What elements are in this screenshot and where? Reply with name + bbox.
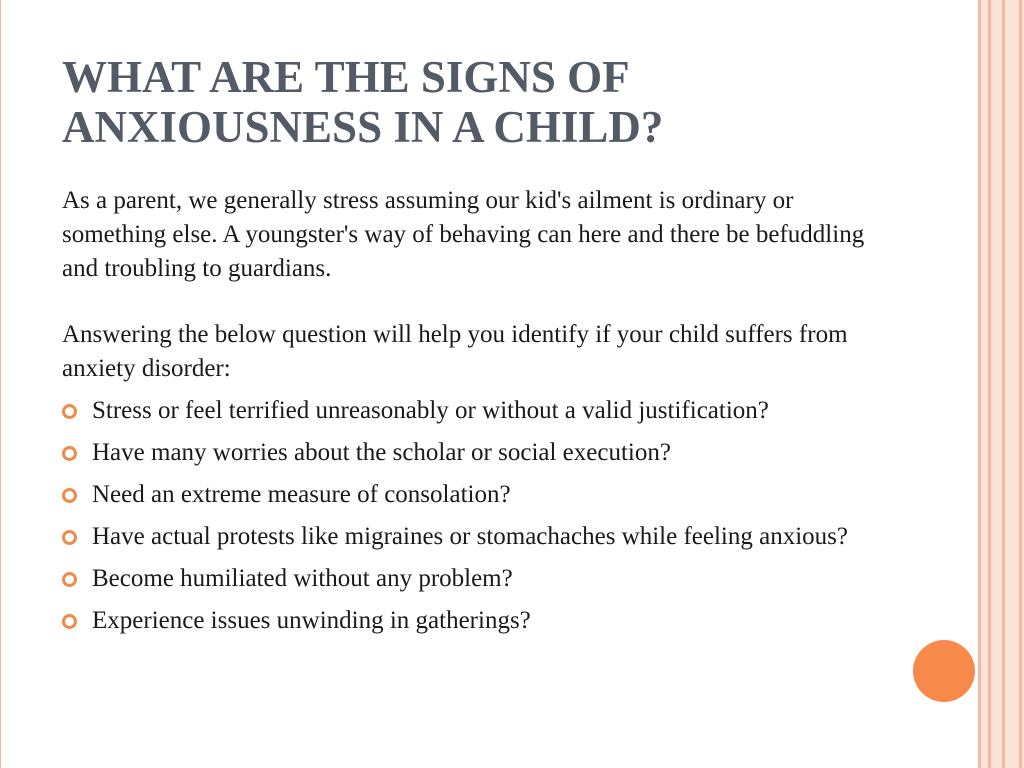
- list-item-text: Have actual protests like migraines or stomachaches while feeling anxious?: [92, 523, 848, 550]
- list-item: [62, 562, 902, 596]
- ring-bullet-icon: [62, 446, 77, 461]
- signs-list: [62, 394, 902, 638]
- slide-title: WHAT ARE THE SIGNS OF ANXIOUSNESS IN A CHILD?: [62, 52, 664, 152]
- list-item-text: Stress or feel terrified unreasonably or without a valid justification?: [92, 397, 769, 424]
- list-item-text: Have many worries about the scholar or social execution?: [92, 439, 671, 466]
- ring-bullet-icon: [62, 488, 77, 503]
- stripe: [1005, 0, 1019, 768]
- decorative-stripes: [978, 0, 1024, 768]
- ring-bullet-icon: [62, 614, 77, 629]
- list-item: [62, 604, 902, 638]
- list-item: [62, 478, 902, 512]
- intro-paragraph: As a parent, we generally stress assuming our kid's ailment is ordinary or something else. A youngster's way of behaving can here and there be befuddling and troubling to guardians.: [62, 187, 865, 282]
- list-item-text: Become humiliated without any problem?: [92, 565, 513, 592]
- ring-bullet-icon: [62, 572, 77, 587]
- decorative-orange-circle: [913, 640, 975, 702]
- list-item: [62, 394, 902, 428]
- list-item-text: Experience issues unwinding in gatherings?: [92, 607, 531, 634]
- list-item: [62, 520, 902, 554]
- slide-body: [62, 184, 902, 638]
- list-item: [62, 436, 902, 470]
- ring-bullet-icon: [62, 530, 77, 545]
- stripe: [991, 0, 1002, 768]
- left-border-line: [0, 0, 1, 768]
- stripe: [981, 0, 988, 768]
- list-item-text: Need an extreme measure of consolation?: [92, 481, 511, 508]
- ring-bullet-icon: [62, 404, 77, 419]
- question-paragraph: Answering the below question will help you identify if your child suffers from anxiety disorder:: [62, 321, 848, 382]
